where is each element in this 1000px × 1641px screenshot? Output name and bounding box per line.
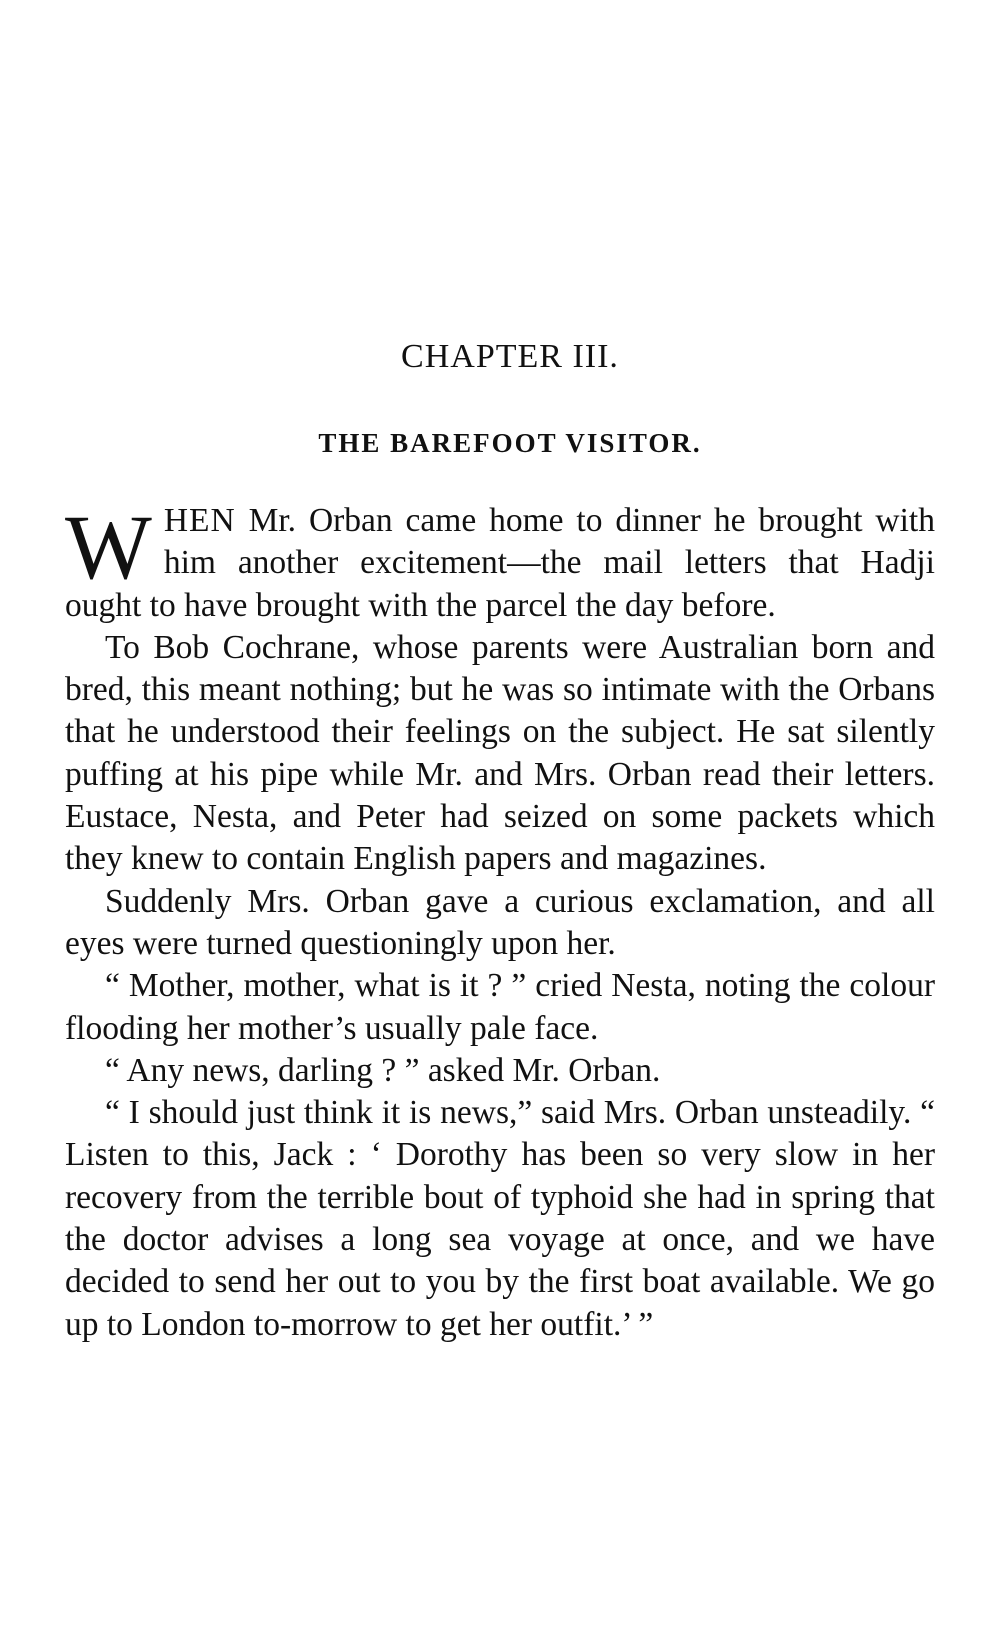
chapter-body [65, 496, 935, 1346]
paragraph-2: Suddenly Mrs. Orban gave a curious exclamation, and all eyes were turned questioningly upon her. [65, 882, 935, 962]
paragraph-4: “ Any news, darling ? ” asked Mr. Orban. [105, 1051, 661, 1089]
paragraph-1: To Bob Cochrane, whose parents were Australian born and bred, this meant nothing; but he was so intimate with the Orbans that he understood their feelings on the subject. He sat silently puffing at his pipe while Mr. and Mrs. Orban read their letters. Eustace, Nesta, and Peter had seized on some packets which they knew to contain English papers and magazines. [65, 628, 935, 878]
chapter-title: THE BAREFOOT VISITOR. [318, 428, 702, 458]
opening-caps: HEN [163, 502, 236, 539]
opening-text: Mr. Orban came home to dinner he brought with him another excitement—the mail letters that Hadji ought to have brought with the parcel the day before. [65, 502, 935, 624]
paragraph-3: “ Mother, mother, what is it ? ” cried Nesta, noting the colour flooding her mother’s usually pale face. [65, 967, 935, 1047]
opening-paragraph [65, 496, 935, 627]
paragraph-5: “ I should just think it is news,” said Mrs. Orban unsteadily. “ Listen to this, Jack : ‘ Dorothy has been so very slow in her recovery from the terrible bout of typhoid she had in spring that the doctor advises a long sea voyage at once, and we have decided to send her out to you by the first boat available. We go up to London to-morrow to get her outfit.’ ” [65, 1094, 935, 1343]
chapter-heading: CHAPTER III. [401, 338, 619, 375]
drop-cap: W [65, 496, 152, 598]
